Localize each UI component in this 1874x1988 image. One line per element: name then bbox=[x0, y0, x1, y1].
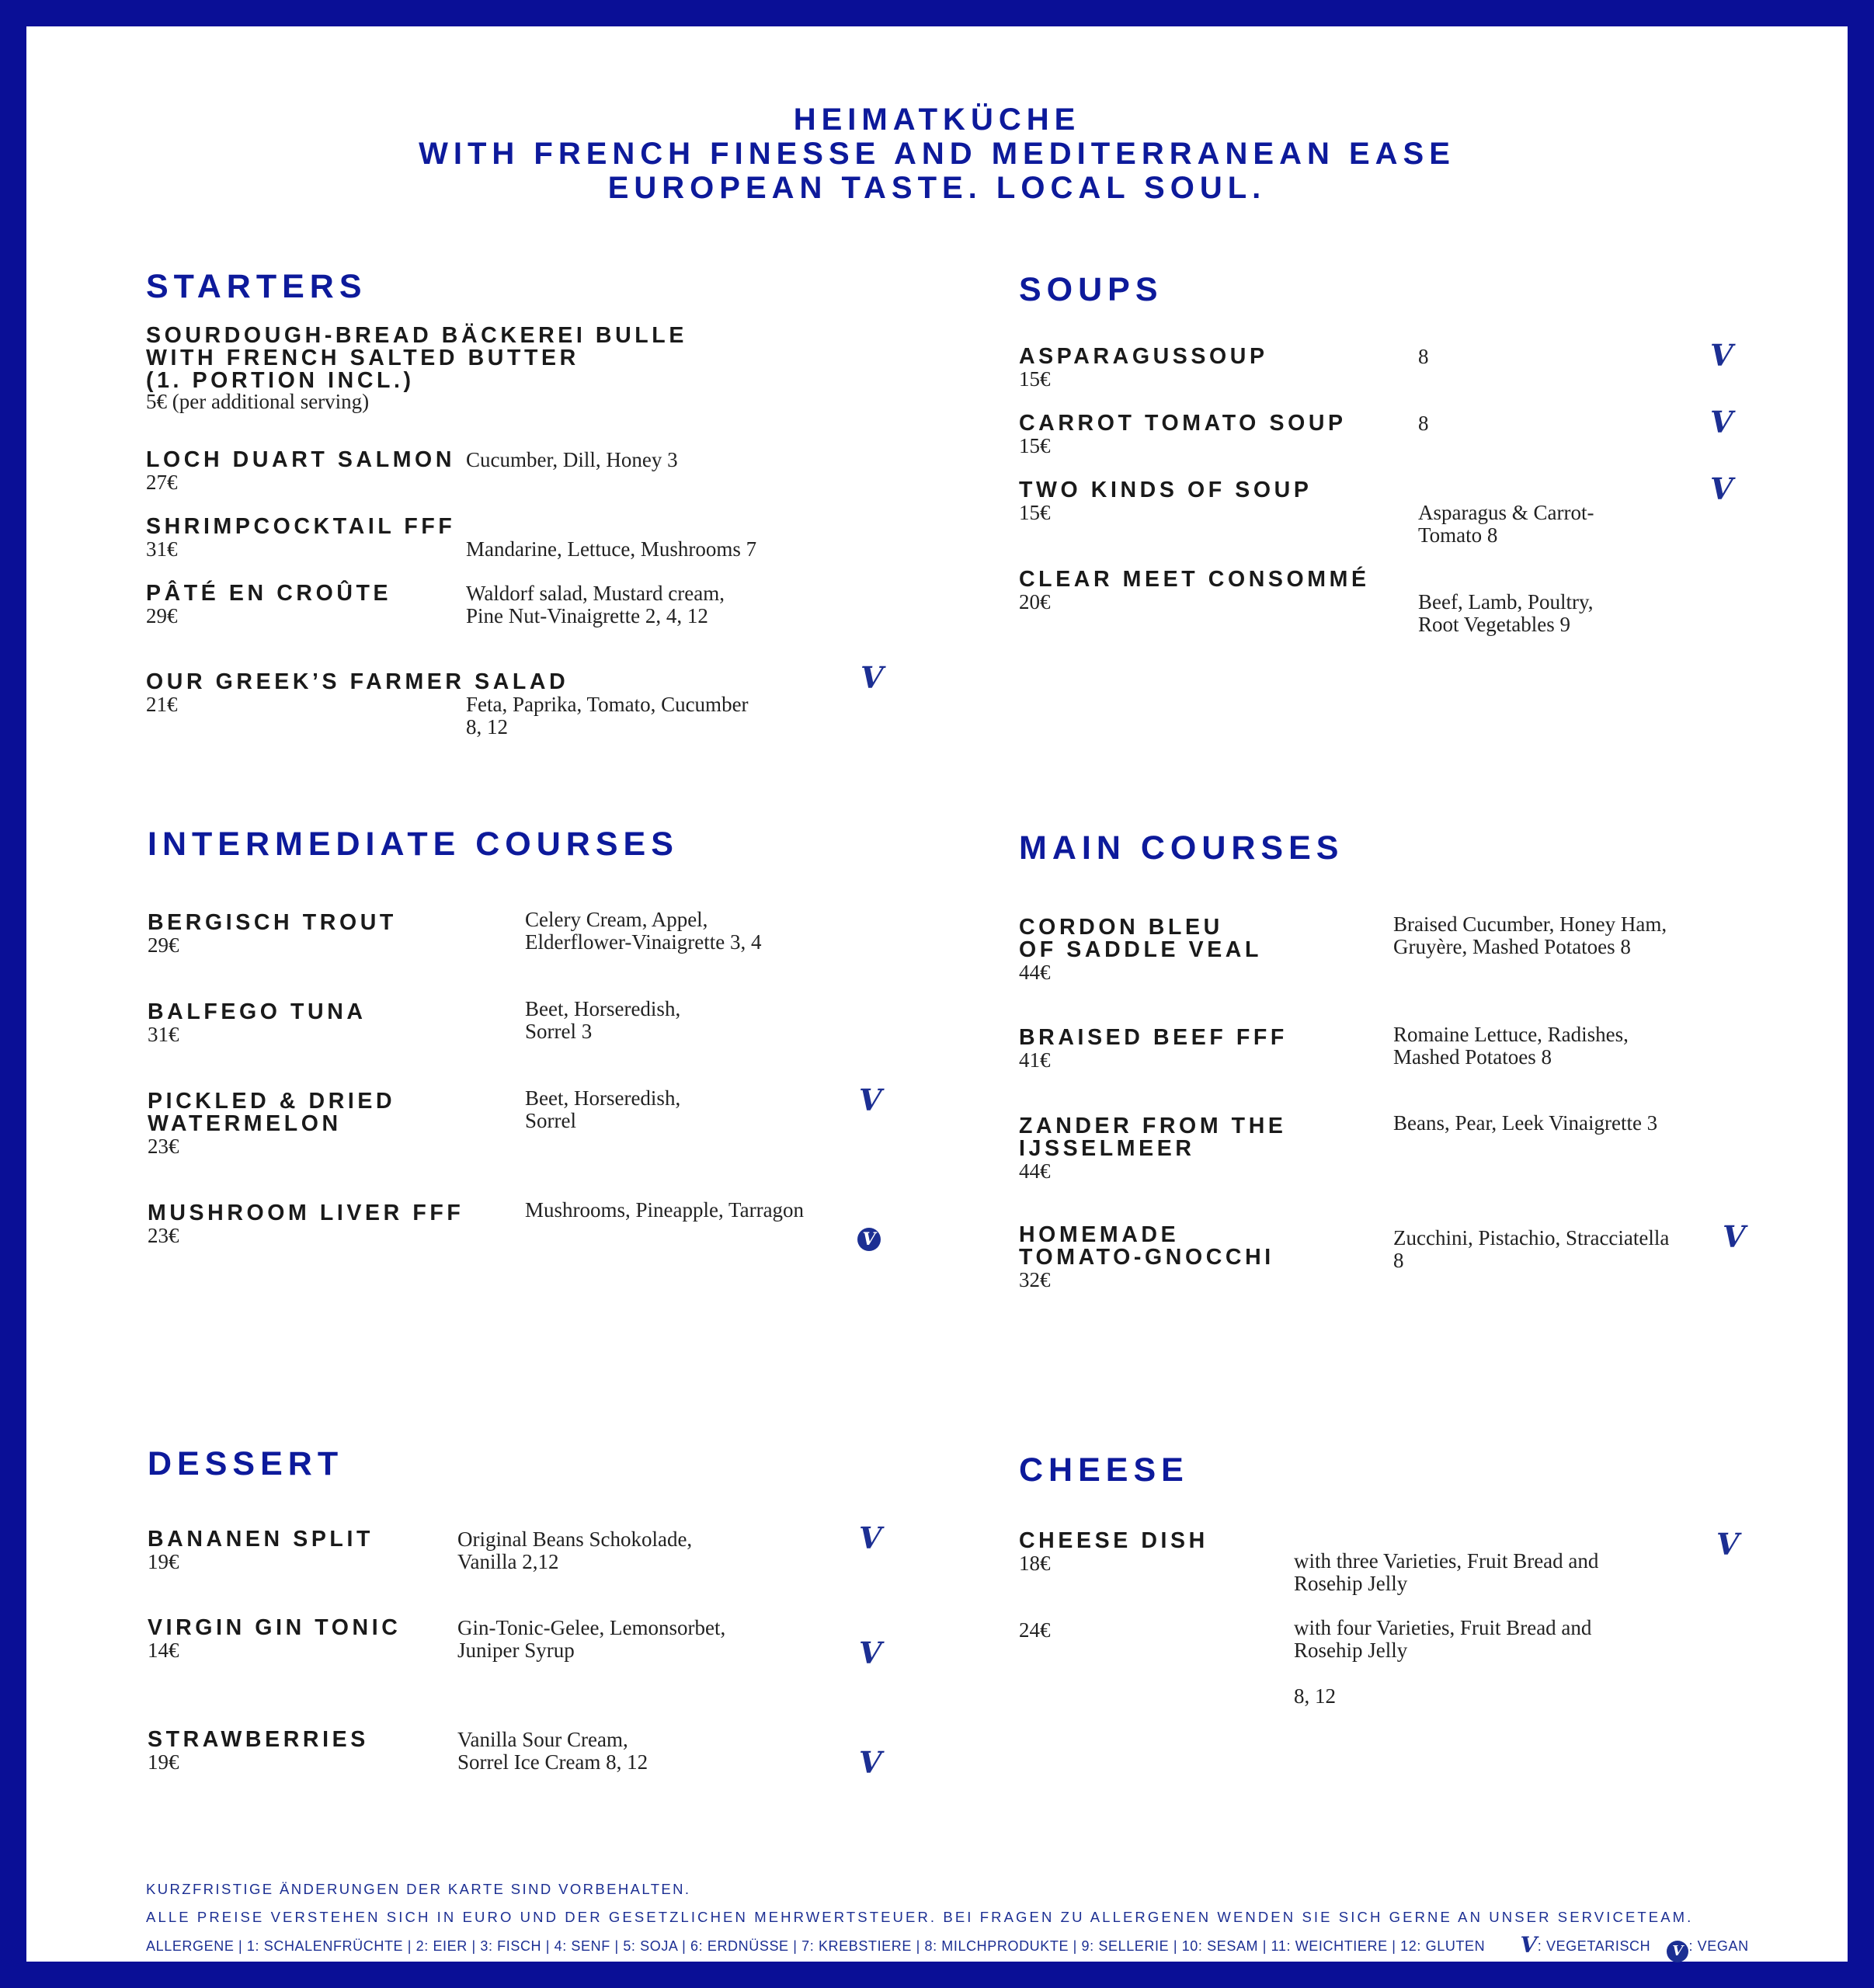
dish-description: Asparagus & Carrot- Tomato 8 bbox=[1418, 501, 1594, 547]
dish-description: Original Beans Schokolade, Vanilla 2,12 bbox=[457, 1527, 693, 1573]
vegan-circle-icon: V bbox=[857, 1228, 881, 1251]
vegan-label: : VEGAN bbox=[1688, 1938, 1749, 1954]
section-title-mains: MAIN COURSES bbox=[1019, 829, 1344, 867]
footer-price-note: ALLE PREISE VERSTEHEN SICH IN EURO UND DER GESETZLICHEN MEHRWERTSTEUER. BEI FRAGEN ZU ALLERGENEN WENDEN SIE SICH GERNE AN UNSER SERVICETEAM. bbox=[146, 1909, 1694, 1925]
allergen-legend: ALLERGENE | 1: SCHALENFRÜCHTE | 2: EIER | 3: FISCH | 4: SENF | 5: SOJA | 6: ERDNÜSSE | 7: KREBSTIERE | 8: MILCHPRODUKTE | 9: SELLERIE | 10: SESAM | 11: WEICHTIERE | 12: GLUTEN bbox=[146, 1938, 1486, 1954]
dish-name: STRAWBERRIES bbox=[148, 1727, 369, 1752]
dish-price: 44€ bbox=[1019, 1159, 1051, 1183]
dish-name: VIRGIN GIN TONIC bbox=[148, 1615, 402, 1640]
dish-name: BRAISED BEEF FFF bbox=[1019, 1025, 1288, 1050]
vegetarian-v-icon: V bbox=[1710, 471, 1733, 506]
dish-price: 5€ (per additional serving) bbox=[146, 390, 370, 413]
dish-price: 18€ bbox=[1019, 1552, 1051, 1575]
vegetarian-v-icon: V bbox=[1520, 1932, 1538, 1958]
dish-description: Mushrooms, Pineapple, Tarragon bbox=[525, 1198, 805, 1222]
cheese-allergens: 8, 12 bbox=[1294, 1684, 1336, 1708]
dish-name: CHEESE DISH bbox=[1019, 1528, 1208, 1553]
header-line-1: HEIMATKÜCHE bbox=[793, 103, 1081, 137]
dish-name: CLEAR MEET CONSOMMÉ bbox=[1019, 567, 1370, 592]
dish-description: Romaine Lettuce, Radishes, Mashed Potatoes 8 bbox=[1393, 1023, 1629, 1069]
dish-description: Waldorf salad, Mustard cream, Pine Nut-Vinaigrette 2, 4, 12 bbox=[466, 582, 725, 627]
dish-price: 21€ bbox=[146, 693, 178, 716]
vegetarian-v-icon: V bbox=[1723, 1219, 1746, 1254]
vegetarian-v-icon: V bbox=[861, 660, 884, 695]
dish-name: SHRIMPCOCKTAIL FFF bbox=[146, 514, 456, 539]
dish-name: HOMEMADE TOMATO-GNOCCHI bbox=[1019, 1222, 1274, 1270]
dish-name: CORDON BLEU OF SADDLE VEAL bbox=[1019, 915, 1262, 962]
dish-name: LOCH DUART SALMON bbox=[146, 447, 456, 472]
section-title-dessert: DESSERT bbox=[148, 1445, 344, 1482]
vegetarian-v-icon: V bbox=[859, 1635, 882, 1670]
dish-name: BERGISCH TROUT bbox=[148, 910, 397, 935]
dish-name: BANANEN SPLIT bbox=[148, 1527, 374, 1552]
dish-description: 8 bbox=[1418, 412, 1429, 435]
section-title-cheese: CHEESE bbox=[1019, 1451, 1189, 1489]
dish-description: Gin-Tonic-Gelee, Lemonsorbet, Juniper Syrup bbox=[457, 1616, 726, 1662]
menu-header bbox=[26, 103, 1848, 205]
dish-price: 29€ bbox=[146, 604, 178, 627]
dish-name: MUSHROOM LIVER FFF bbox=[148, 1201, 464, 1225]
dish-description: Mandarine, Lettuce, Mushrooms 7 bbox=[466, 537, 757, 561]
dish-name: BALFEGO TUNA bbox=[148, 999, 367, 1024]
dish-description: with three Varieties, Fruit Bread and Rosehip Jelly bbox=[1294, 1549, 1599, 1595]
dish-price: 20€ bbox=[1019, 590, 1051, 613]
vegetarian-v-icon: V bbox=[859, 1745, 882, 1780]
vegetarian-label: : VEGETARISCH bbox=[1537, 1938, 1651, 1954]
dish-price: 23€ bbox=[148, 1135, 179, 1158]
dish-price: 31€ bbox=[146, 537, 178, 561]
vegetarian-v-icon: V bbox=[1716, 1527, 1740, 1562]
dish-name: OUR GREEK’S FARMER SALAD bbox=[146, 669, 569, 694]
dish-description: Zucchini, Pistachio, Stracciatella 8 bbox=[1393, 1226, 1670, 1272]
dish-description: Feta, Paprika, Tomato, Cucumber 8, 12 bbox=[466, 693, 749, 739]
dish-name: CARROT TOMATO SOUP bbox=[1019, 411, 1347, 436]
vegetarian-v-icon: V bbox=[859, 1521, 882, 1555]
footer-notice: KURZFRISTIGE ÄNDERUNGEN DER KARTE SIND VORBEHALTEN. bbox=[146, 1881, 691, 1897]
dish-price: 19€ bbox=[148, 1550, 179, 1573]
dish-description: Braised Cucumber, Honey Ham, Gruyère, Mashed Potatoes 8 bbox=[1393, 912, 1667, 958]
dish-description: Beet, Horseredish, Sorrel 3 bbox=[525, 997, 681, 1043]
dish-name: ASPARAGUSSOUP bbox=[1019, 344, 1268, 369]
dish-description: 8 bbox=[1418, 345, 1429, 368]
dish-description: Cucumber, Dill, Honey 3 bbox=[466, 448, 678, 471]
vegan-circle-icon: V bbox=[1667, 1941, 1688, 1962]
dish-name: TWO KINDS OF SOUP bbox=[1019, 478, 1312, 502]
dish-price: 32€ bbox=[1019, 1268, 1051, 1291]
dish-description: with four Varieties, Fruit Bread and Rosehip Jelly bbox=[1294, 1616, 1592, 1662]
dish-description: Beet, Horseredish, Sorrel bbox=[525, 1086, 681, 1132]
dish-price: 23€ bbox=[148, 1224, 179, 1247]
dish-price: 19€ bbox=[148, 1750, 179, 1774]
dish-name: SOURDOUGH-BREAD BÄCKEREI BULLE WITH FRENCH SALTED BUTTER (1. PORTION INCL.) bbox=[146, 323, 687, 393]
dish-price: 14€ bbox=[148, 1639, 179, 1662]
dish-price: 29€ bbox=[148, 933, 179, 957]
dish-name: ZANDER FROM THE IJSSELMEER bbox=[1019, 1114, 1287, 1161]
section-title-soups: SOUPS bbox=[1019, 271, 1163, 308]
dish-price: 24€ bbox=[1019, 1618, 1051, 1642]
vegetarian-v-icon: V bbox=[859, 1083, 882, 1117]
dish-price: 31€ bbox=[148, 1023, 179, 1046]
header-line-2: WITH FRENCH FINESSE AND MEDITERRANEAN EASE bbox=[419, 137, 1455, 171]
dish-price: 15€ bbox=[1019, 367, 1051, 391]
dish-description: Beans, Pear, Leek Vinaigrette 3 bbox=[1393, 1111, 1658, 1135]
dish-description: Beef, Lamb, Poultry, Root Vegetables 9 bbox=[1418, 590, 1594, 636]
menu-page bbox=[26, 26, 1848, 1962]
dish-price: 41€ bbox=[1019, 1048, 1051, 1072]
section-title-starters: STARTERS bbox=[146, 268, 367, 305]
dish-price: 15€ bbox=[1019, 434, 1051, 457]
dish-price: 27€ bbox=[146, 471, 178, 494]
dish-price: 15€ bbox=[1019, 501, 1051, 524]
header-line-3: EUROPEAN TASTE. LOCAL SOUL. bbox=[607, 171, 1267, 205]
section-title-intermediate: INTERMEDIATE COURSES bbox=[148, 825, 679, 863]
dish-description: Vanilla Sour Cream, Sorrel Ice Cream 8, 12 bbox=[457, 1728, 648, 1774]
vegetarian-v-icon: V bbox=[1710, 405, 1733, 440]
vegetarian-v-icon: V bbox=[1710, 338, 1733, 373]
dish-name: PICKLED & DRIED WATERMELON bbox=[148, 1089, 396, 1136]
dish-description: Celery Cream, Appel, Elderflower-Vinaigrette 3, 4 bbox=[525, 908, 762, 954]
dish-name: PÂTÉ EN CROÛTE bbox=[146, 581, 392, 606]
dish-price: 44€ bbox=[1019, 961, 1051, 984]
footer-legend bbox=[146, 1932, 1749, 1962]
